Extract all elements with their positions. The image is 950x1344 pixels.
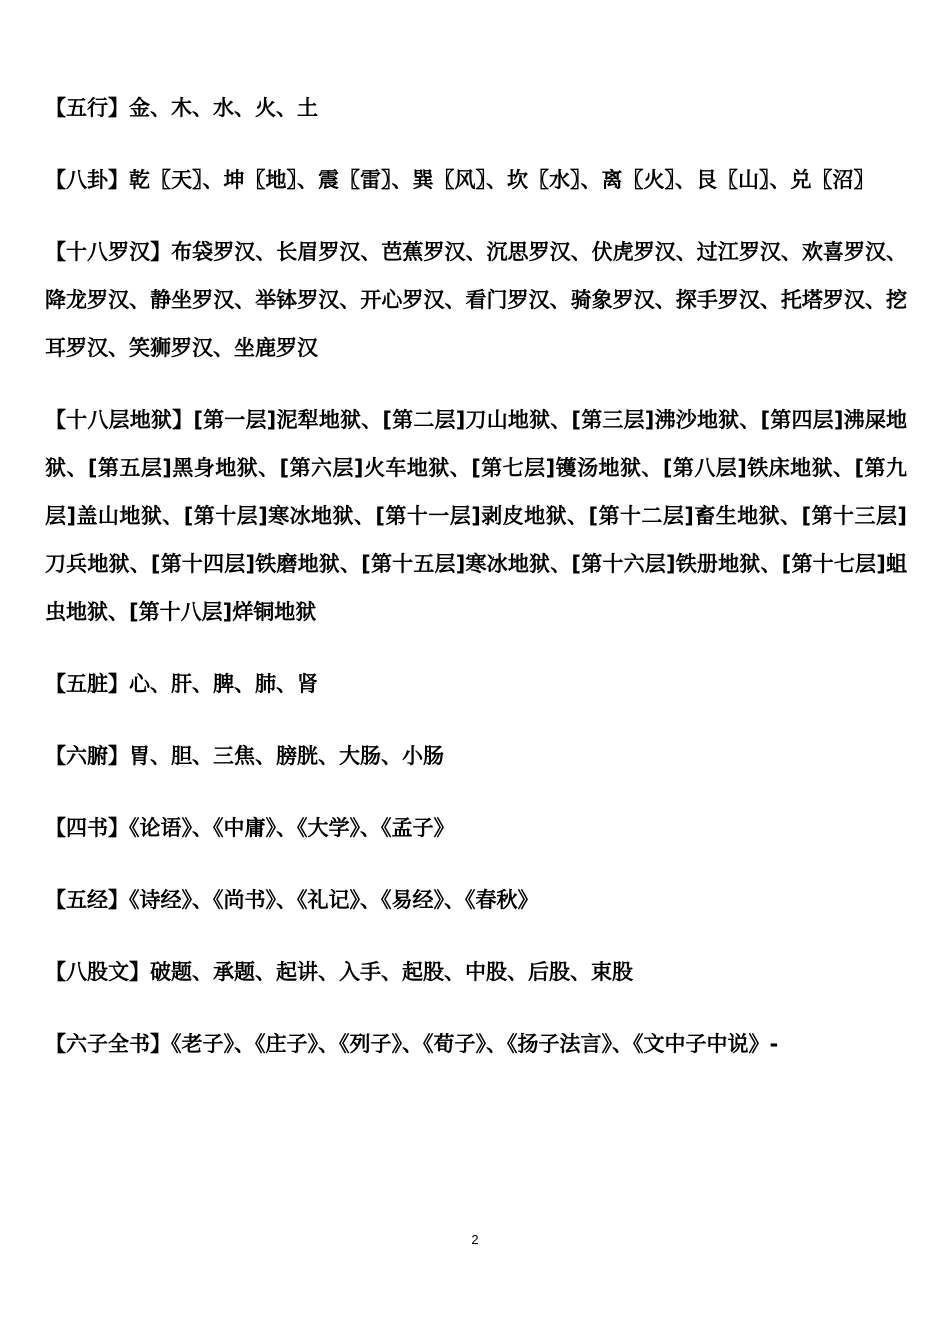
entry-heading: 【六腑】 xyxy=(45,744,129,768)
entry-heading: 【十八层地狱】 xyxy=(45,408,194,432)
entry-content: 胃、胆、三焦、膀胱、大肠、小肠 xyxy=(129,744,444,768)
entry-heading: 【五经】 xyxy=(45,888,129,912)
entry-content: 布袋罗汉、长眉罗汉、芭蕉罗汉、沉思罗汉、伏虎罗汉、过江罗汉、欢喜罗汉、降龙罗汉、静坐罗汉、举钵罗汉、开心罗汉、看门罗汉、骑象罗汉、探手罗汉、托塔罗汉、挖耳罗汉、笑狮罗汉、坐鹿罗汉 xyxy=(45,240,908,360)
entry-six-masters xyxy=(45,1020,907,1068)
entry-heading: 【十八罗汉】 xyxy=(45,240,172,264)
entry-bagua xyxy=(45,156,907,204)
entry-heading: 【八股文】 xyxy=(45,960,150,984)
entry-content: 《诗经》、《尚书》、《礼记》、《易经》、《春秋》 xyxy=(129,888,539,912)
entry-heading: 【八卦】 xyxy=(45,168,129,192)
entry-content: 破题、承题、起讲、入手、起股、中股、后股、束股 xyxy=(150,960,633,984)
entry-five-organs xyxy=(45,660,907,708)
entry-eighteen-hells xyxy=(45,396,907,636)
entry-content: 乾〖天〗、坤〖地〗、震〖雷〗、巽〖风〗、坎〖水〗、离〖火〗、艮〖山〗、兑〖沼〗 xyxy=(129,168,875,192)
entry-heading: 【四书】 xyxy=(45,816,129,840)
entry-wuxing xyxy=(45,84,907,132)
entry-heading: 【六子全书】 xyxy=(45,1032,171,1056)
entry-five-classics xyxy=(45,876,907,924)
entry-six-viscera xyxy=(45,732,907,780)
entry-eighteen-arhats xyxy=(45,228,907,372)
entry-content: 《论语》、《中庸》、《大学》、《孟子》 xyxy=(129,816,455,840)
entry-heading: 【五脏】 xyxy=(45,672,129,696)
entry-eight-legged-essay xyxy=(45,948,907,996)
entry-content: 心、肝、脾、肺、肾 xyxy=(129,672,318,696)
entry-content: [第一层]泥犁地狱、[第二层]刀山地狱、[第三层]沸沙地狱、[第四层]沸屎地狱、[第五层]黑身地狱、[第六层]火车地狱、[第七层]镬汤地狱、[第八层]铁床地狱、[第九层]盖山地狱、[第十层]寒冰地狱、[第十一层]剥皮地狱、[第十二层]畜生地狱、[第十三层]刀兵地狱、[第十四层]铁磨地狱、[第十五层]寒冰地狱、[第十六层]铁册地狱、[第十七层]蛆虫地狱、[第十八层]烊铜地狱 xyxy=(45,408,908,624)
document-page xyxy=(45,84,907,1092)
entry-four-books xyxy=(45,804,907,852)
entry-heading: 【五行】 xyxy=(45,96,129,120)
entry-content: 《老子》、《庄子》、《列子》、《荀子》、《扬子法言》、《文中子中说》- xyxy=(171,1032,779,1056)
page-number: 2 xyxy=(471,1232,479,1247)
entry-content: 金、木、水、火、土 xyxy=(129,96,318,120)
